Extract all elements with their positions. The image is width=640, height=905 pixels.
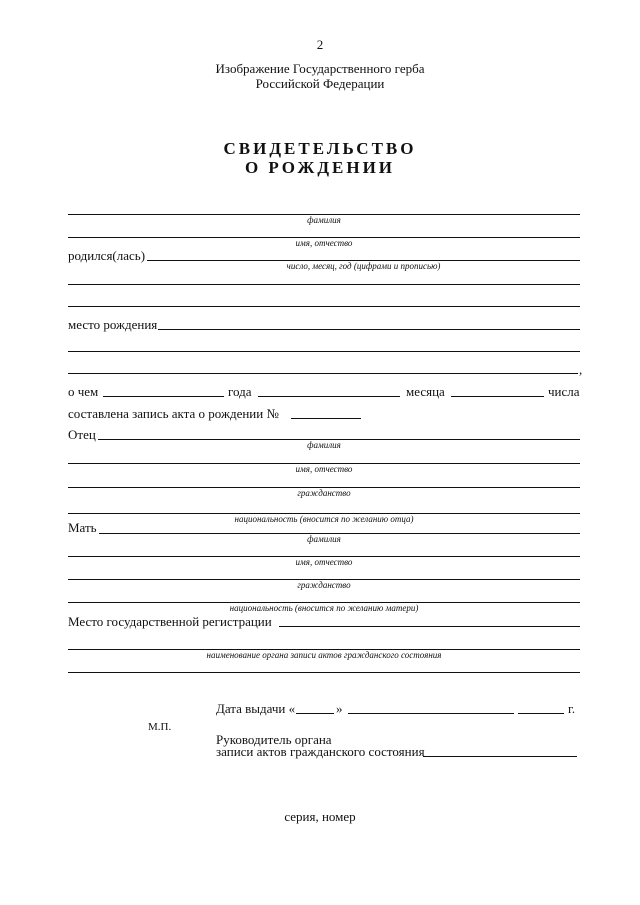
father-surname-caption: фамилия	[307, 440, 341, 450]
mother-name-caption: имя, отчество	[295, 557, 353, 567]
registry-office-caption: наименование органа записи актов гражданского состояния	[206, 650, 442, 660]
name-patronymic-caption: имя, отчество	[295, 238, 353, 248]
record-number-field[interactable]	[291, 418, 361, 419]
birth-place-comma: ,	[579, 362, 583, 377]
document-subtitle: О РОЖДЕНИИ	[244, 158, 396, 177]
record-made-label: составлена запись акта о рождении №	[68, 406, 279, 421]
born-label: родился(лась)	[68, 248, 146, 263]
registration-place-label: Место государственной регистрации	[68, 614, 272, 629]
birth-place-line-2[interactable]	[68, 351, 580, 352]
birth-place-label: место рождения	[68, 317, 158, 332]
record-year-field[interactable]	[103, 396, 224, 397]
year-abbr-label: г.	[568, 701, 576, 716]
mother-surname-caption: фамилия	[307, 534, 341, 544]
registration-place-line[interactable]	[279, 626, 580, 627]
birth-date-caption: число, месяц, год (цифрами и прописью)	[286, 261, 441, 271]
birth-date-extra-line[interactable]	[68, 284, 580, 285]
day-label: числа	[548, 384, 580, 399]
birth-place-line-3[interactable]	[68, 373, 578, 374]
emblem-placeholder-line1: Изображение Государственного герба	[215, 61, 425, 76]
record-month-field[interactable]	[258, 396, 400, 397]
father-label: Отец	[68, 427, 96, 442]
document-title: СВИДЕТЕЛЬСТВО	[223, 139, 417, 158]
page-number: 2	[316, 37, 324, 52]
about-which-label: о чем	[68, 384, 99, 399]
father-name-caption: имя, отчество	[295, 464, 353, 474]
stamp-place-label: М.П.	[148, 721, 172, 733]
registry-office-line-2[interactable]	[68, 672, 580, 673]
mother-nationality-caption: национальность (вносится по желанию матери)	[229, 603, 419, 613]
mother-label: Мать	[68, 520, 97, 535]
head-label-line1: Руководитель органа	[216, 732, 332, 747]
birth-date-extra-line-2[interactable]	[68, 306, 580, 307]
surname-caption: фамилия	[307, 215, 341, 225]
emblem-placeholder-line2: Российской Федерации	[255, 76, 385, 91]
issue-day-field[interactable]	[296, 713, 334, 714]
month-label: месяца	[406, 384, 445, 399]
record-day-field[interactable]	[451, 396, 544, 397]
issue-month-field[interactable]	[348, 713, 514, 714]
head-signature-line[interactable]	[423, 756, 577, 757]
mother-citizenship-caption: гражданство	[297, 580, 351, 590]
head-label-line2: записи актов гражданского состояния	[216, 744, 425, 759]
year-label: года	[228, 384, 252, 399]
father-citizenship-caption: гражданство	[297, 488, 351, 498]
series-number-label: серия, номер	[284, 809, 356, 824]
birth-place-line[interactable]	[158, 329, 580, 330]
issue-date-quote: »	[336, 701, 343, 716]
issue-year-field[interactable]	[518, 713, 564, 714]
issue-date-label: Дата выдачи «	[216, 701, 296, 716]
father-nationality-caption: национальность (вносится по желанию отца)	[234, 514, 414, 524]
